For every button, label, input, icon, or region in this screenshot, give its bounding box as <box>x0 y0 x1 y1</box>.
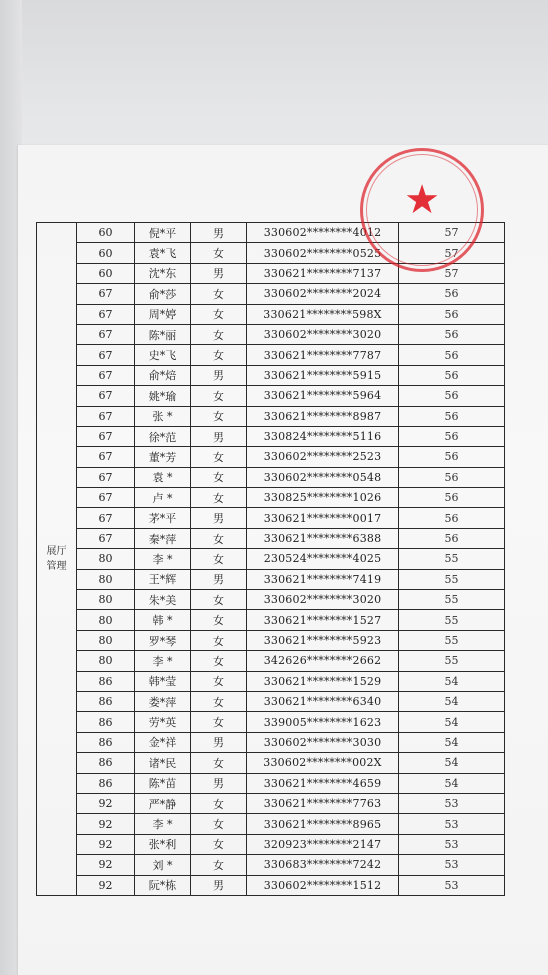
name-cell: 陈*丽 <box>135 324 191 344</box>
rank-cell: 60 <box>77 243 135 263</box>
score-cell: 56 <box>399 488 505 508</box>
score-cell: 56 <box>399 406 505 426</box>
table-row <box>37 549 505 569</box>
id-number-cell: 230524********4025 <box>247 549 399 569</box>
id-number-cell: 330602********2523 <box>247 447 399 467</box>
name-cell: 沈*东 <box>135 263 191 283</box>
table-row <box>37 467 505 487</box>
gender-cell: 女 <box>191 610 247 630</box>
score-cell: 56 <box>399 528 505 548</box>
name-cell: 俞*焙 <box>135 365 191 385</box>
rank-cell: 67 <box>77 447 135 467</box>
rank-cell: 67 <box>77 406 135 426</box>
table-row <box>37 508 505 528</box>
id-number-cell: 339005********1623 <box>247 712 399 732</box>
id-number-cell: 330621********7763 <box>247 793 399 813</box>
name-cell: 李 * <box>135 549 191 569</box>
table-row <box>37 651 505 671</box>
gender-cell: 女 <box>191 386 247 406</box>
rank-cell: 92 <box>77 814 135 834</box>
score-cell: 56 <box>399 365 505 385</box>
name-cell: 卢 * <box>135 488 191 508</box>
score-cell: 55 <box>399 590 505 610</box>
rank-cell: 67 <box>77 386 135 406</box>
score-cell: 56 <box>399 345 505 365</box>
name-cell: 诸*民 <box>135 753 191 773</box>
id-number-cell: 330621********7137 <box>247 263 399 283</box>
gender-cell: 女 <box>191 834 247 854</box>
name-cell: 秦*萍 <box>135 528 191 548</box>
score-cell: 56 <box>399 447 505 467</box>
name-cell: 罗*琴 <box>135 630 191 650</box>
id-number-cell: 330621********4659 <box>247 773 399 793</box>
seal-star-icon: ★ <box>404 177 440 223</box>
gender-cell: 男 <box>191 263 247 283</box>
id-number-cell: 330621********6388 <box>247 528 399 548</box>
id-number-cell: 330602********0548 <box>247 467 399 487</box>
score-cell: 56 <box>399 324 505 344</box>
table-row <box>37 610 505 630</box>
id-number-cell: 330621********1527 <box>247 610 399 630</box>
candidate-score-table <box>36 222 505 896</box>
score-cell: 54 <box>399 773 505 793</box>
name-cell: 史*飞 <box>135 345 191 365</box>
gender-cell: 女 <box>191 304 247 324</box>
rank-cell: 80 <box>77 569 135 589</box>
score-cell: 54 <box>399 712 505 732</box>
id-number-cell: 330621********598X <box>247 304 399 324</box>
gender-cell: 男 <box>191 732 247 752</box>
rank-cell: 60 <box>77 223 135 243</box>
gender-cell: 女 <box>191 345 247 365</box>
score-cell: 56 <box>399 284 505 304</box>
gender-cell: 女 <box>191 671 247 691</box>
table-row <box>37 773 505 793</box>
table-row <box>37 447 505 467</box>
score-cell: 53 <box>399 793 505 813</box>
gender-cell: 男 <box>191 426 247 446</box>
score-cell: 56 <box>399 386 505 406</box>
score-cell: 54 <box>399 671 505 691</box>
gender-cell: 男 <box>191 875 247 895</box>
name-cell: 刘 * <box>135 855 191 875</box>
id-number-cell: 330621********5915 <box>247 365 399 385</box>
id-number-cell: 330602********3020 <box>247 590 399 610</box>
table-row <box>37 488 505 508</box>
id-number-cell: 320923********2147 <box>247 834 399 854</box>
gender-cell: 女 <box>191 793 247 813</box>
rank-cell: 86 <box>77 732 135 752</box>
gender-cell: 女 <box>191 651 247 671</box>
gender-cell: 男 <box>191 569 247 589</box>
id-number-cell: 342626********2662 <box>247 651 399 671</box>
department-cell: 展厅 管理 <box>37 223 77 896</box>
table-row <box>37 691 505 711</box>
rank-cell: 67 <box>77 284 135 304</box>
table-row <box>37 732 505 752</box>
table-row <box>37 324 505 344</box>
score-cell: 56 <box>399 304 505 324</box>
score-cell: 56 <box>399 426 505 446</box>
rank-cell: 67 <box>77 324 135 344</box>
rank-cell: 92 <box>77 855 135 875</box>
table-row <box>37 284 505 304</box>
name-cell: 朱*美 <box>135 590 191 610</box>
score-cell: 57 <box>399 263 505 283</box>
gender-cell: 女 <box>191 753 247 773</box>
score-cell: 55 <box>399 651 505 671</box>
table-row <box>37 855 505 875</box>
rank-cell: 67 <box>77 528 135 548</box>
name-cell: 严*静 <box>135 793 191 813</box>
gender-cell: 女 <box>191 447 247 467</box>
rank-cell: 92 <box>77 793 135 813</box>
id-number-cell: 330602********2024 <box>247 284 399 304</box>
id-number-cell: 330621********8965 <box>247 814 399 834</box>
name-cell: 袁*飞 <box>135 243 191 263</box>
gender-cell: 男 <box>191 223 247 243</box>
rank-cell: 67 <box>77 304 135 324</box>
name-cell: 陈*苗 <box>135 773 191 793</box>
score-cell: 55 <box>399 569 505 589</box>
name-cell: 徐*范 <box>135 426 191 446</box>
id-number-cell: 330602********1512 <box>247 875 399 895</box>
table-row <box>37 590 505 610</box>
score-cell: 53 <box>399 855 505 875</box>
name-cell: 倪*平 <box>135 223 191 243</box>
name-cell: 姚*瑜 <box>135 386 191 406</box>
rank-cell: 92 <box>77 834 135 854</box>
score-cell: 53 <box>399 834 505 854</box>
name-cell: 张*利 <box>135 834 191 854</box>
id-number-cell: 330621********7419 <box>247 569 399 589</box>
score-cell: 55 <box>399 549 505 569</box>
rank-cell: 86 <box>77 691 135 711</box>
name-cell: 周*婷 <box>135 304 191 324</box>
id-number-cell: 330602********3020 <box>247 324 399 344</box>
rank-cell: 67 <box>77 345 135 365</box>
gender-cell: 男 <box>191 773 247 793</box>
rank-cell: 67 <box>77 467 135 487</box>
gender-cell: 女 <box>191 467 247 487</box>
name-cell: 张 * <box>135 406 191 426</box>
rank-cell: 86 <box>77 712 135 732</box>
id-number-cell: 330602********0525 <box>247 243 399 263</box>
score-cell: 57 <box>399 243 505 263</box>
score-cell: 53 <box>399 875 505 895</box>
id-number-cell: 330621********0017 <box>247 508 399 528</box>
id-number-cell: 330621********1529 <box>247 671 399 691</box>
name-cell: 娄*萍 <box>135 691 191 711</box>
gender-cell: 女 <box>191 855 247 875</box>
gender-cell: 女 <box>191 590 247 610</box>
name-cell: 茅*平 <box>135 508 191 528</box>
gender-cell: 女 <box>191 284 247 304</box>
rank-cell: 67 <box>77 365 135 385</box>
rank-cell: 60 <box>77 263 135 283</box>
score-cell: 54 <box>399 732 505 752</box>
gender-cell: 女 <box>191 814 247 834</box>
id-number-cell: 330621********6340 <box>247 691 399 711</box>
rank-cell: 67 <box>77 488 135 508</box>
id-number-cell: 330602********3030 <box>247 732 399 752</box>
rank-cell: 86 <box>77 753 135 773</box>
table-row <box>37 406 505 426</box>
rank-cell: 80 <box>77 651 135 671</box>
name-cell: 劳*英 <box>135 712 191 732</box>
id-number-cell: 330683********7242 <box>247 855 399 875</box>
rank-cell: 80 <box>77 630 135 650</box>
gender-cell: 女 <box>191 406 247 426</box>
id-number-cell: 330824********5116 <box>247 426 399 446</box>
score-cell: 54 <box>399 753 505 773</box>
rank-cell: 80 <box>77 549 135 569</box>
table-body <box>37 223 505 896</box>
table-row <box>37 365 505 385</box>
gender-cell: 女 <box>191 243 247 263</box>
id-number-cell: 330602********4012 <box>247 223 399 243</box>
name-cell: 李 * <box>135 814 191 834</box>
name-cell: 金*祥 <box>135 732 191 752</box>
id-number-cell: 330621********5923 <box>247 630 399 650</box>
score-cell: 54 <box>399 691 505 711</box>
table-row <box>37 569 505 589</box>
table-row <box>37 304 505 324</box>
rank-cell: 86 <box>77 671 135 691</box>
gender-cell: 女 <box>191 324 247 344</box>
score-cell: 56 <box>399 467 505 487</box>
table-row <box>37 345 505 365</box>
gender-cell: 女 <box>191 549 247 569</box>
gender-cell: 女 <box>191 488 247 508</box>
score-cell: 55 <box>399 610 505 630</box>
score-cell: 55 <box>399 630 505 650</box>
table-row <box>37 753 505 773</box>
id-number-cell: 330621********7787 <box>247 345 399 365</box>
gender-cell: 女 <box>191 630 247 650</box>
id-number-cell: 330621********8987 <box>247 406 399 426</box>
name-cell: 阮*栋 <box>135 875 191 895</box>
name-cell: 董*芳 <box>135 447 191 467</box>
rank-cell: 67 <box>77 426 135 446</box>
table-row <box>37 386 505 406</box>
rank-cell: 86 <box>77 773 135 793</box>
table-row <box>37 834 505 854</box>
gender-cell: 女 <box>191 691 247 711</box>
rank-cell: 80 <box>77 610 135 630</box>
gender-cell: 男 <box>191 508 247 528</box>
table-row <box>37 671 505 691</box>
rank-cell: 67 <box>77 508 135 528</box>
score-cell: 57 <box>399 223 505 243</box>
table-row <box>37 875 505 895</box>
id-number-cell: 330825********1026 <box>247 488 399 508</box>
rank-cell: 80 <box>77 590 135 610</box>
table-row <box>37 814 505 834</box>
gender-cell: 女 <box>191 528 247 548</box>
gender-cell: 女 <box>191 712 247 732</box>
score-cell: 56 <box>399 508 505 528</box>
id-number-cell: 330602********002X <box>247 753 399 773</box>
table-row <box>37 426 505 446</box>
gender-cell: 男 <box>191 365 247 385</box>
score-cell: 53 <box>399 814 505 834</box>
id-number-cell: 330621********5964 <box>247 386 399 406</box>
name-cell: 韩*莹 <box>135 671 191 691</box>
name-cell: 俞*莎 <box>135 284 191 304</box>
name-cell: 王*辉 <box>135 569 191 589</box>
table-row <box>37 528 505 548</box>
name-cell: 李 * <box>135 651 191 671</box>
table-row <box>37 630 505 650</box>
name-cell: 韩 * <box>135 610 191 630</box>
table-row <box>37 712 505 732</box>
rank-cell: 92 <box>77 875 135 895</box>
table-row <box>37 793 505 813</box>
name-cell: 袁 * <box>135 467 191 487</box>
